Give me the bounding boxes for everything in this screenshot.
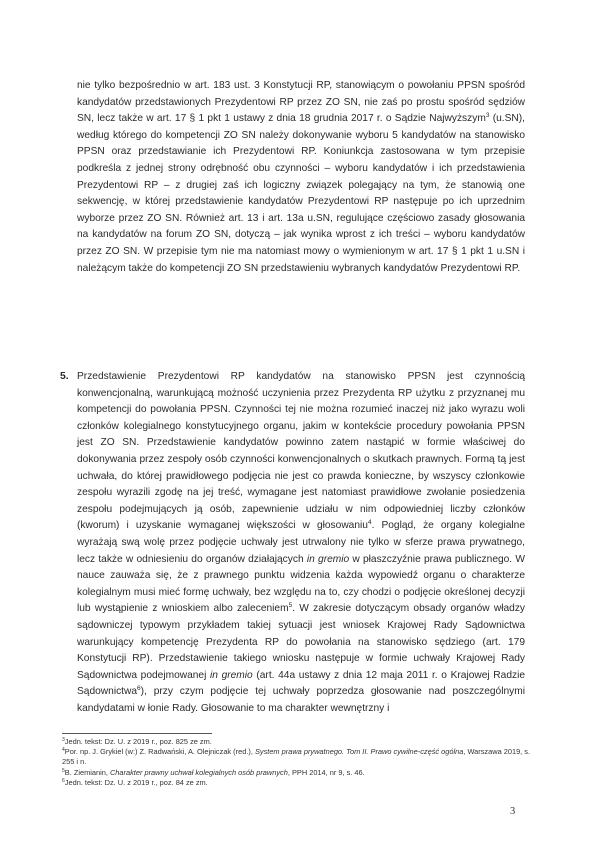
- text-segment: Przedstawienie Prezydentowi RP kandydatów na stanowisko PPSN jest czynnością konwencjonalną, warunkującą możność uczynienia przez Prezydenta RP użytku z przyznanej mu kompetencji do powołania PPSN. Czynności tej nie można rozumieć inaczej niż jako wyrazu woli członków kolegialnego konstytucyjnego organu, jakim w kontekście procedury powołania PPSN jest ZO SN. Przedstawienie kandydatów powinno zatem nastąpić w formie właściwej do dokonywania przez zespoły osób czynności konwencjonalnych o skutkach prawnych. Formą tą jest uchwała, do której prawidłowego podjęcia nie jest co prawda konieczne, by wszyscy członkowie zespołu wyrazili zgodę na jej treść, wymagane jest natomiast prawidłowe zwołanie posiedzenia zespołu podejmujących ją osób, zapewnienie udziału w nim odpowiedniej liczby członków (kworum) i uzyskanie wymaganej większości w głosowaniu: [77, 371, 525, 532]
- text-segment: . W zakresie dotyczącym obsady organów władzy sądowniczej typowym przykładem takiej sytuacji jest wniosek Krajowej Rady Sądownictwa warunkujący kompetencję Prezydenta RP do powołania na stanowisko sędziego (art. 179 Konstytucji RP). Przedstawienie takiego wniosku następuje w formie uchwały Krajowej Rady Sądownictwa podejmowanej: [77, 603, 526, 681]
- paragraph-continuation: [77, 78, 525, 277]
- footnote-ref-3[interactable]: 3: [485, 112, 490, 120]
- text-segment: nie tylko bezpośrednio w art. 183 ust. 3 Konstytucji RP, stanowiącym o powołaniu PPSN spośród kandydatów przedstawionych Prezydentowi RP przez ZO SN, nie zaś po prostu spośród sędziów SN, lecz także w art. 17 § 1 pkt 1 ustawy z dnia 18 grudnia 2017 r. o Sądzie Najwyższym: [77, 80, 525, 125]
- footnote-text: Jedn. tekst: Dz. U. z 2019 r., poz. 825 ze zm.: [64, 737, 212, 746]
- footnote-title: Charakter prawny uchwał kolegialnych osób prawnych: [109, 768, 288, 777]
- text-segment: (art. 44a ustawy z dnia 12 maja 2011 r. o Krajowej Radzie Sądownictwa: [77, 669, 526, 698]
- footnote-ref-5[interactable]: 5: [288, 602, 293, 610]
- footnote-number: 6: [62, 778, 65, 784]
- footnote-ref-4[interactable]: 4: [367, 519, 372, 527]
- text-segment: w płaszczyźnie prawa publicznego. W nauce zauważa się, że z prawnego punktu widzenia każda wypowiedź organu o charakterze kolegialnym musi mieć formę uchwały, bez względu na to, czy chodzi o podjęcie określonej decyzji lub wystąpienie z wnioskiem albo zaleceniem: [77, 553, 525, 615]
- text-segment: . Pogląd, że organy kolegialne wyrażają swą wolę przez podjęcie uchwały jest utrwalony nie tylko w sferze prawa prywatnego, lecz także w odniesieniu do organów działających: [77, 520, 525, 565]
- footnote-separator: [62, 733, 212, 734]
- footnote-4: [62, 747, 532, 767]
- footnote-text: , PPH 2014, nr 9, s. 46.: [287, 768, 365, 777]
- paragraph-number: 5.: [60, 371, 69, 382]
- text-segment: ), przy czym podjęcie tej uchwały poprzedza głosowanie nad poszczególnymi kandydatami w łonie Rady. Głosowanie to ma charakter wewnętrzny i: [77, 686, 525, 714]
- page-number: 3: [510, 806, 516, 817]
- footnote-text: B. Ziemianin,: [64, 768, 110, 777]
- italic-term: in gremio: [306, 553, 350, 565]
- footnote-text: , Warszawa 2019, s. 255 i n.: [62, 747, 531, 767]
- footnote-number: 3: [62, 737, 65, 743]
- footnote-3: [62, 737, 532, 747]
- footnote-number: 4: [62, 747, 65, 753]
- footnote-text: Jedn. tekst: Dz. U. z 2019 r., poz. 84 ze zm.: [64, 778, 208, 787]
- italic-term: in gremio: [210, 669, 253, 681]
- footnote-number: 5: [62, 768, 65, 774]
- footnote-text: Por. np. J. Grykiel (w:) Z. Radwański, A. Olejniczak (red.),: [64, 747, 255, 756]
- text-segment: (u.SN), według którego do kompetencji ZO SN należy dokonywanie wyboru 5 kandydatów na stanowisko PPSN oraz przedstawianie ich Prezydentowi RP. Koniunkcja zastosowana w tym przepisie podkreśla z jednej strony odrębność obu czynności – wyboru kandydatów i ich przedstawienia Prezydentowi RP – z drugiej zaś ich logiczny związek polegający na tym, że stanowią one sekwencję, w której przedstawienie kandydatów Prezydentowi RP następuje po ich uprzednim wyborze przez ZO SN. Również art. 13 i art. 13a u.SN, regulujące częściowo zasady głosowania na kandydatów na forum ZO SN, dotyczą – jak wynika wprost z ich treści – wyboru kandydatów przez ZO SN. W przepisie tym nie ma natomiast mowy o wymienionym w art. 17 § 1 pkt 1 u.SN i należącym także do kompetencji ZO SN przedstawieniu wybranych kandydatów Prezydentowi RP.: [77, 113, 525, 274]
- footnote-ref-6[interactable]: 6: [137, 685, 141, 693]
- paragraph-5: [77, 369, 525, 717]
- footnote-title: System prawa prywatnego. Tom II. Prawo cywilne-część ogólna: [254, 747, 464, 756]
- footnote-6: [62, 778, 532, 788]
- footnote-5: [62, 768, 532, 778]
